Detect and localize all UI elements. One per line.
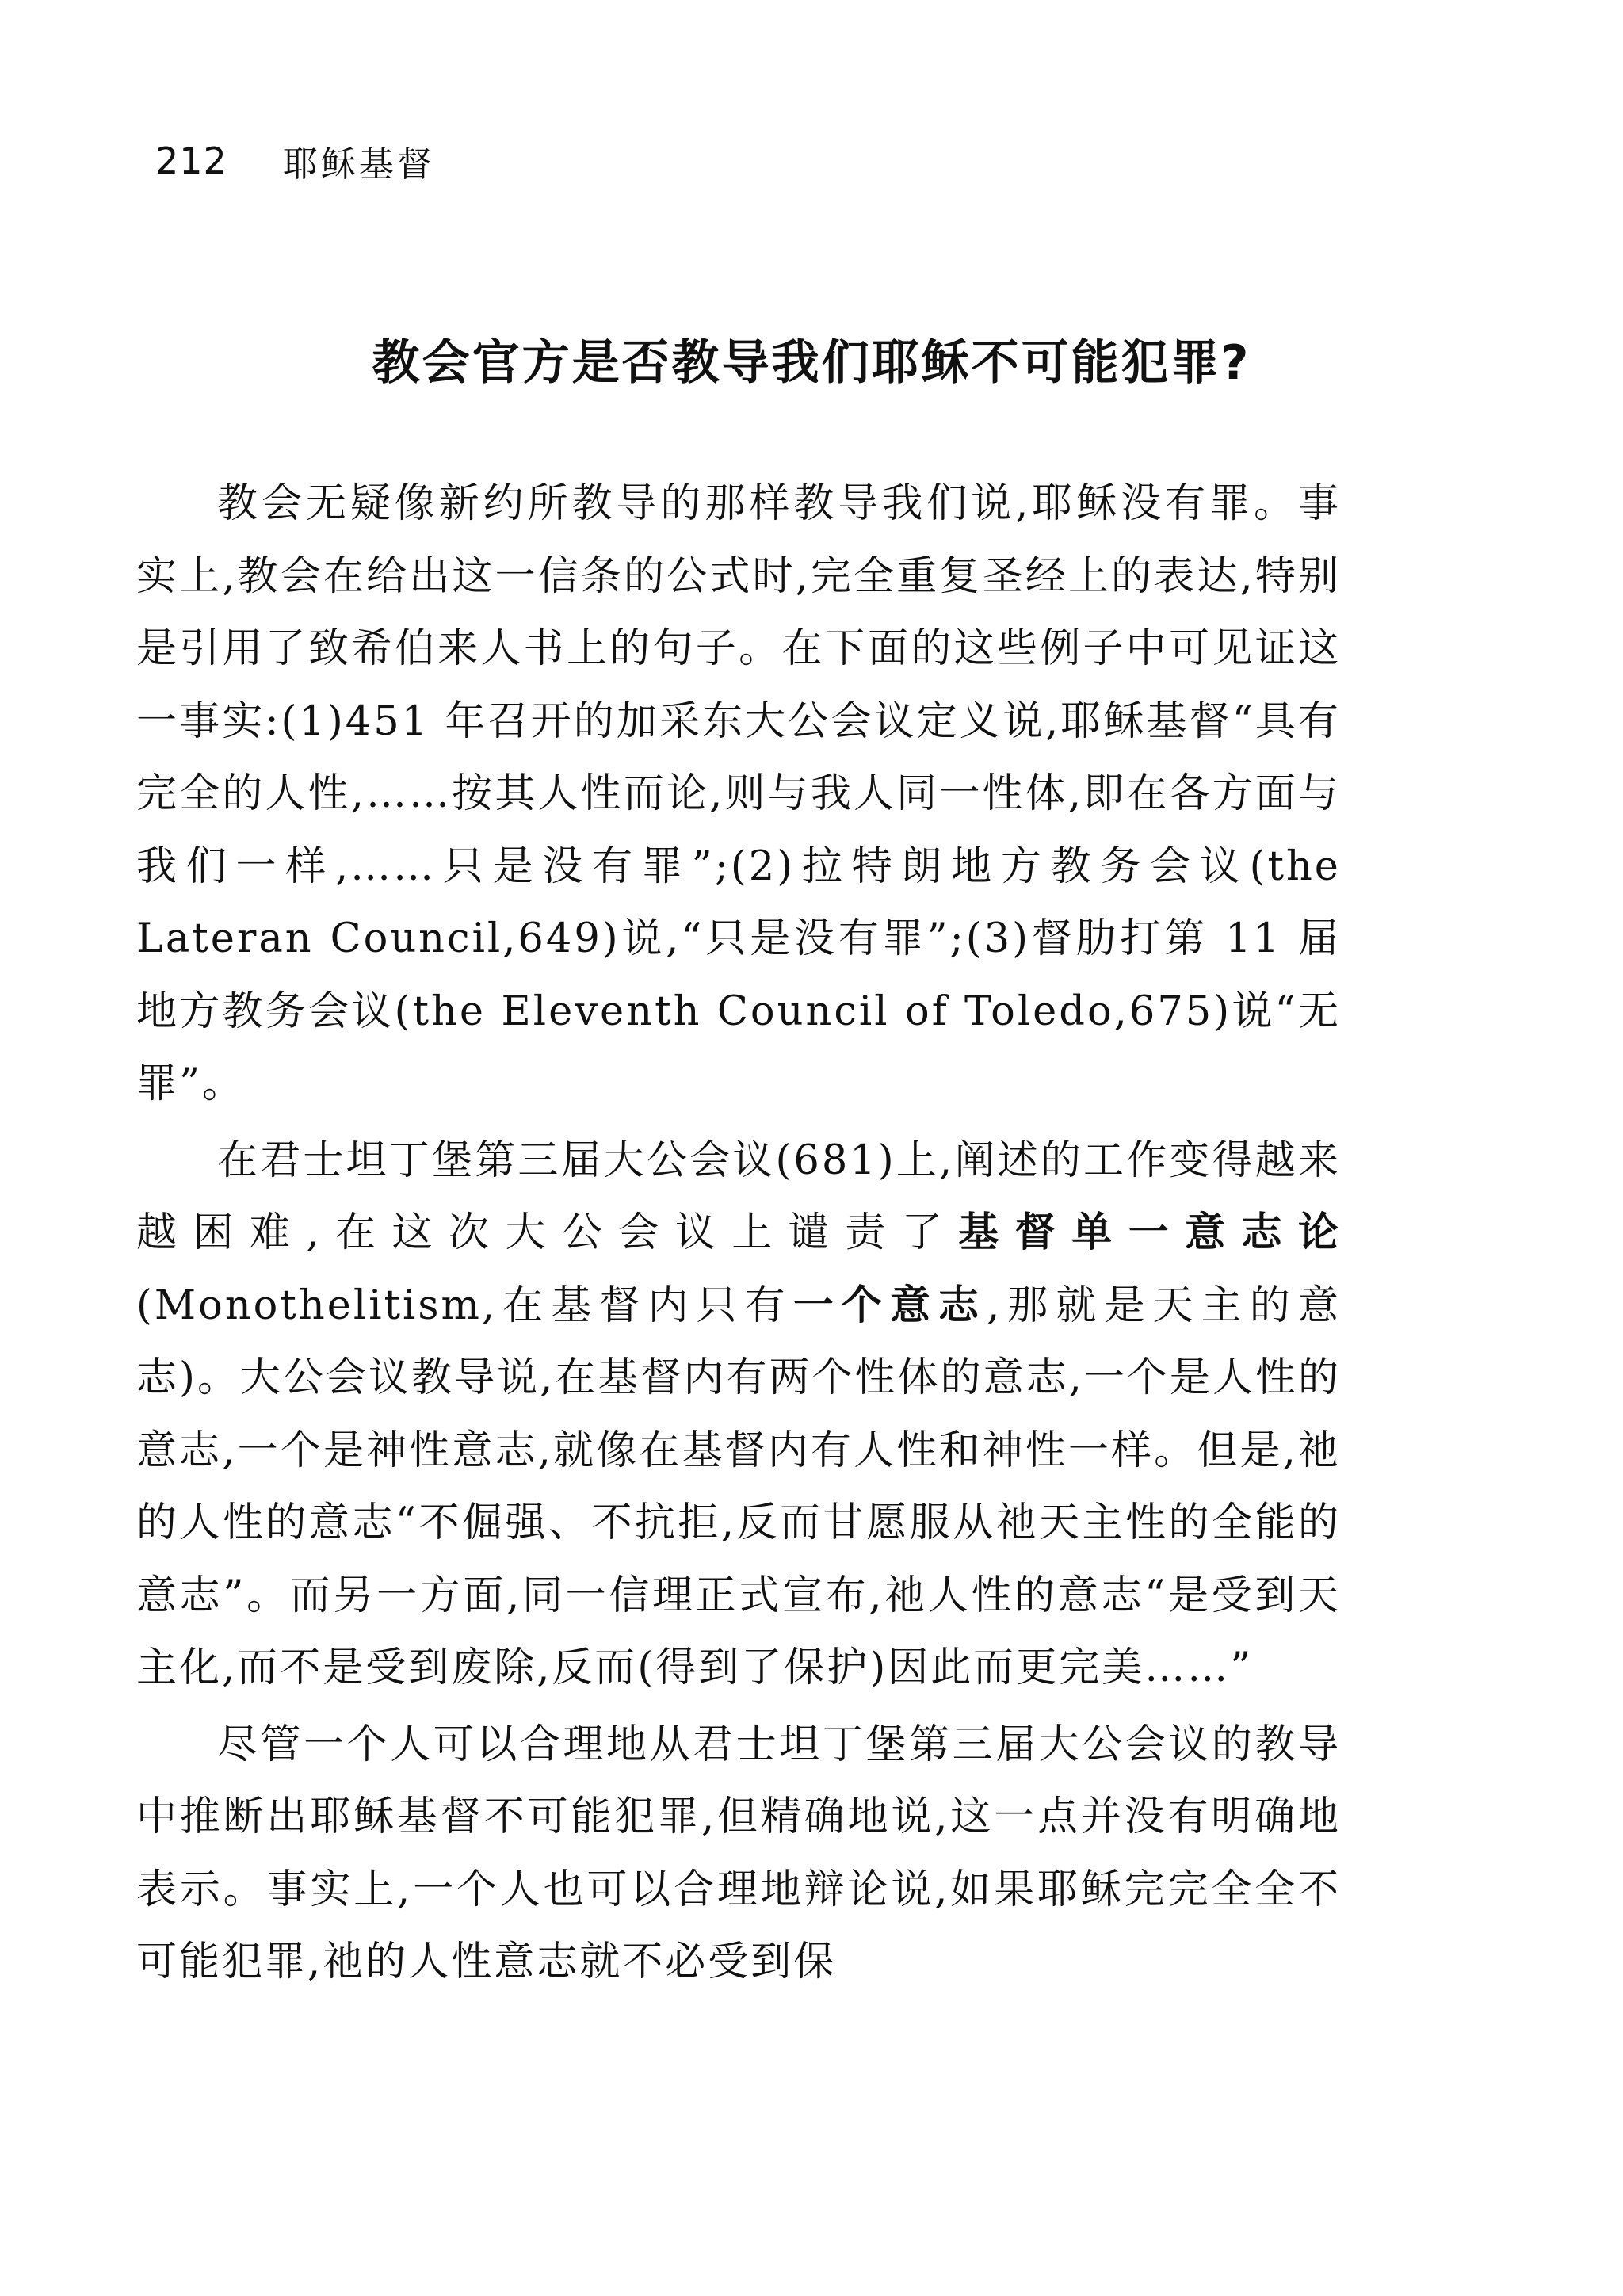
paragraph-text: ,那就是天主的意志)。大公会议教导说,在基督内有两个性体的意志,一个是人性的意志,一个是神性意志,就像在基督内有人性和神性一样。但是,祂的人性的意志“不倔强、不抗拒,反而甘愿服从祂天主性的全能的意志”。而另一方面,同一信理正式宣布,祂人性的意志“是受到天主化,而不是受到废除,反而(得到了保护)因此而更完美……” — [136, 1282, 1341, 1691]
emphasized-term: 一个意志 — [792, 1282, 987, 1329]
body-text — [136, 468, 1341, 1999]
paragraph: 尽管一个人可以合理地从君士坦丁堡第三届大公会议的教导中推断出耶稣基督不可能犯罪,但精确地说,这一点并没有明确地表示。事实上,一个人也可以合理地辩论说,如果耶稣完完全全不可能犯罪,祂的人性意志就不必受到保 — [136, 1721, 1341, 1985]
section-title: 教会官方是否教导我们耶稣不可能犯罪? — [372, 335, 1251, 391]
page-number: 212 — [155, 139, 227, 182]
paragraph: 教会无疑像新约所教导的那样教导我们说,耶稣没有罪。事实上,教会在给出这一信条的公式时,完全重复圣经上的表达,特别是引用了致希伯来人书上的句子。在下面的这些例子中可见证这一事实:(1)451 年召开的加采东大公会议定义说,耶稣基督“具有完全的人性,……按其人性而论,则与我人同一性体,即在各方面与我们一样,……只是没有罪”;(2)拉特朗地方教务会议(the Lateran Council,649)说,“只是没有罪”;(3)督肋打第 11 届地方教务会议(the Eleventh Council of Toledo,675)说“无罪”。 — [136, 480, 1341, 1107]
paragraph-text: 在君士坦丁堡第三届大公会议(681)上,阐述的工作变得越来越困难,在这次大公会议上谴责了 — [136, 1137, 1341, 1256]
running-head — [155, 133, 435, 189]
paragraph-text: (Monothelitism,在基督内只有 — [136, 1282, 793, 1329]
running-head-title: 耶稣基督 — [282, 144, 435, 185]
paragraph — [136, 1125, 1341, 1705]
emphasized-term: 基督单一意志论 — [958, 1209, 1341, 1256]
